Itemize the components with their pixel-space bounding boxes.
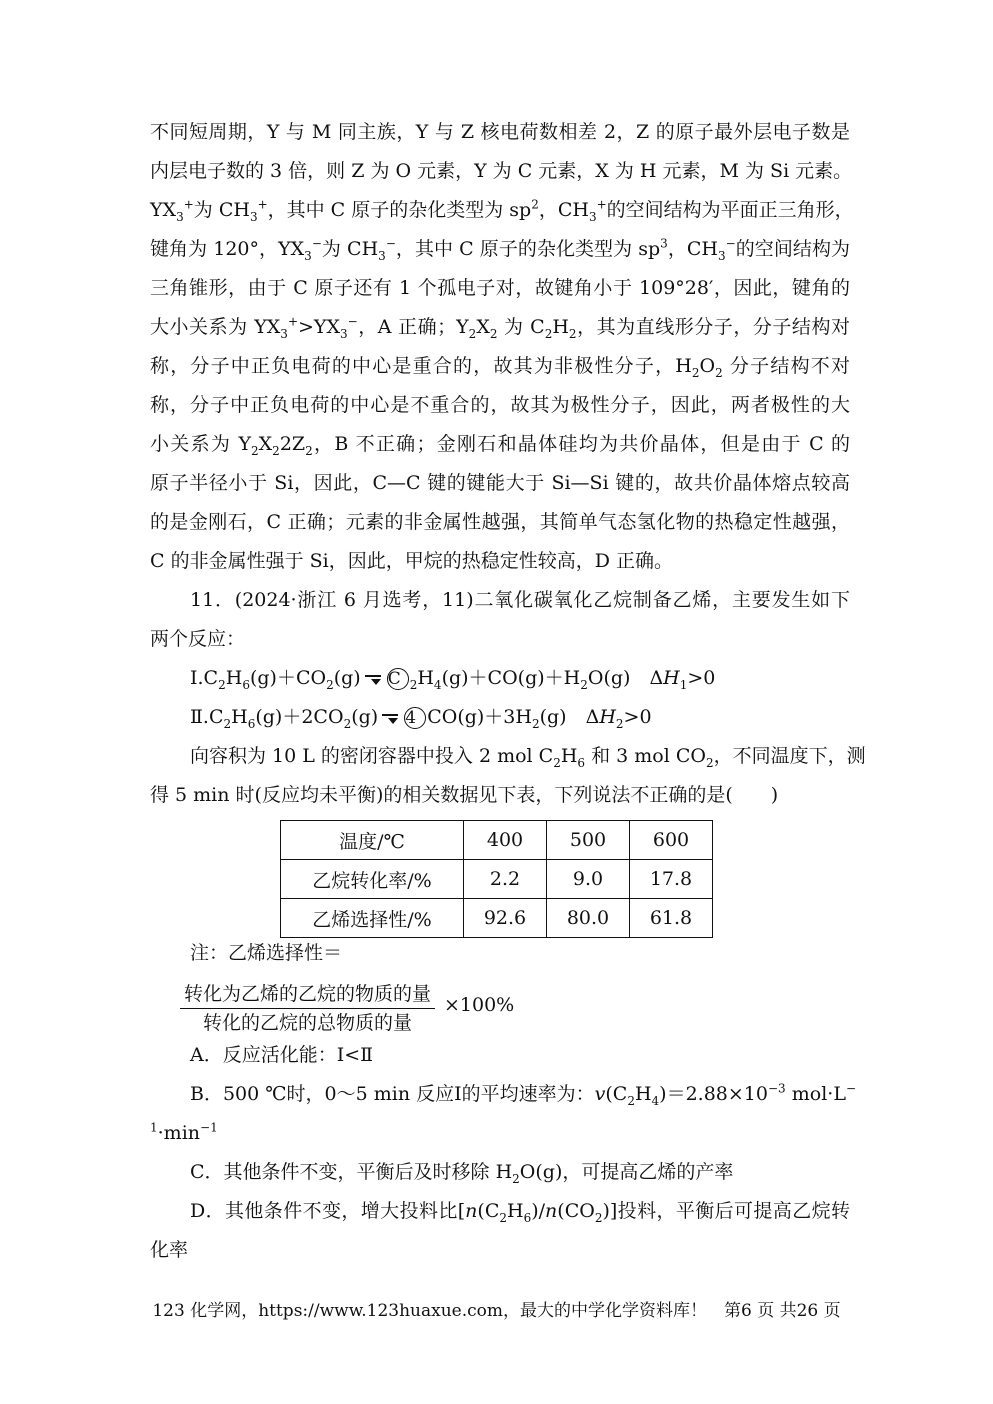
text-line: 称，分子中正负电荷的中心是重合的，故其为非极性分子，$H_2O_2$ 分子结构不对 [150,355,850,380]
table-cell: 2.2 [464,860,547,899]
table-cell: 17.8 [630,860,713,899]
table-row [281,821,713,860]
text-line: 称，分子中正负电荷的中心是不重合的，故其为极性分子，因此，两者极性的大 [150,394,850,416]
option-b-cont: $^1\cdot\min^{-1}$ [150,1120,218,1144]
question-stem: 11．(2024·浙江 6 月选考，11)二氧化碳氧化乙烷制备乙烯，主要发生如下 [190,589,850,611]
fraction-denominator: 转化的乙烷的总物质的量 [203,1012,413,1034]
option-c: C．其他条件不变，平衡后及时移除 $H_2O(g)$，可提高乙烯的产率 [190,1161,734,1186]
table-cell: 乙烯选择性/% [281,899,464,938]
option-d-cont: 化率 [150,1239,189,1261]
text-line: 得 5 min 时(反应均未平衡)的相关数据见下表，下列说法不正确的是( ) [150,784,779,806]
text-line: 的是金刚石，C 正确；元素的非金属性越强，其简单气态氢化物的热稳定性越强， [150,511,850,533]
fraction-multiplier: ×100% [444,994,515,1016]
table-cell: 92.6 [464,899,547,938]
text-line: C 的非金属性强于 Si，因此，甲烷的热稳定性较高，D 正确。 [150,550,673,572]
text-line: 大小关系为 $YX_3^+>YX_3^-$，A 正确；$Y_2X_2$ 为 $C_2H_2$，其为直线形分子，分子结构对 [150,314,850,341]
selectivity-fraction [180,980,435,1037]
fraction-numerator: 转化为乙烯的乙烷的物质的量 [180,980,435,1009]
text-line: 内层电子数的 3 倍，则 Z 为 O 元素，Y 为 C 元素，X 为 H 元素，M 为 Si 元素。 [150,160,853,182]
page-footer: 123 化学网，https://www.123huaxue.com，最大的中学化学资料库！ 第6 页 共26 页 [152,1301,841,1321]
reaction-1: $Ⅰ.C_2H_6(g)+CO_2(g)$ C $_2H_4(g)+CO(g)+H_2O(g)$ $\Delta H_1>0$ [190,667,716,692]
equilibrium-arrow-icon [380,711,402,725]
text-line: 两个反应： [150,628,246,650]
table-cell: 61.8 [630,899,713,938]
text-line: 向容积为 10 L 的密闭容器中投入 2 mol $C_2H_6$ 和 3 mol $CO_2$，不同温度下，测 [190,745,866,770]
reaction-2: $Ⅱ.C_2H_6(g)+2CO_2(g)$ 4 $CO(g)+3H_2(g)$ $\Delta H_2>0$ [190,706,652,731]
text-line: 原子半径小于 Si，因此，C—C 键的键能大于 Si—Si 键的，故共价晶体熔点较高 [150,472,850,494]
text-line: 键角为 120°，$YX_3^-$为 $CH_3^-$，其中 C 原子的杂化类型为 $sp^3$，$CH_3^-$的空间结构为 [150,236,850,263]
option-b: B．500 ℃时，0～5 min 反应Ⅰ的平均速率为：$v(C_2H_4)=2.88\times 10^{-3}$ mol·L− [190,1081,856,1108]
text-line: $YX_3^+$为 $CH_3^+$，其中 C 原子的杂化类型为 $sp^2$，$CH_3^+$的空间结构为平面正三角形， [150,197,854,224]
text-line: 小关系为 $Y_2X_22Z_2$，B 不正确；金刚石和晶体硅均为共价晶体，但是由于 C 的 [150,433,850,458]
table-cell: 9.0 [547,860,630,899]
text-line: 不同短周期，Y 与 M 同主族，Y 与 Z 核电荷数相差 2，Z 的原子最外层电子数是 [150,121,850,143]
table-cell: 400 [464,821,547,860]
table-cell: 600 [630,821,713,860]
option-d: D．其他条件不变，增大投料比$[n(C_2H_6)/n(CO_2)]$投料，平衡后可提高乙烷转 [190,1200,851,1225]
option-a: A．反应活化能：Ⅰ<Ⅱ [190,1044,374,1066]
table-cell: 500 [547,821,630,860]
table-cell: 温度/℃ [281,821,464,860]
note-label: 注：乙烯选择性＝ [190,942,343,964]
table-cell: 乙烷转化率/% [281,860,464,899]
equilibrium-arrow-icon [363,672,385,686]
table-cell: 80.0 [547,899,630,938]
table-row [281,860,713,899]
data-table [280,820,713,938]
table-row [281,899,713,938]
text-line: 三角锥形，由于 C 原子还有 1 个孤电子对，故键角小于 109°28′，因此，键角的 [150,277,850,299]
